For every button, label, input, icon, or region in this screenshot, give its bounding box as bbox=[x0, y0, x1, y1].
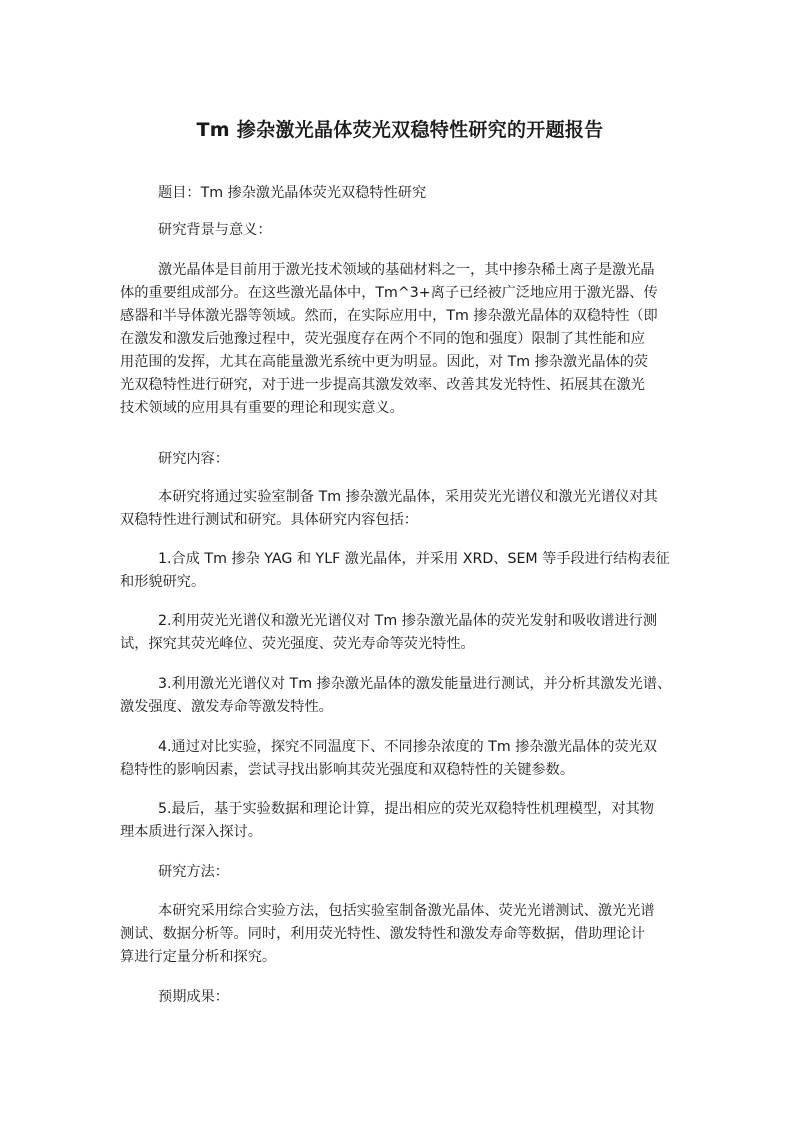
results-heading bbox=[120, 986, 690, 1009]
paragraph-line: 5.最后，基于实验数据和理论计算，提出相应的荧光双稳特性机理模型，对其物 bbox=[158, 801, 654, 817]
heading-text: 研究背景与意义： bbox=[158, 222, 272, 238]
document-title: Tm 掺杂激光晶体荧光双稳特性研究的开题报告 bbox=[196, 119, 604, 141]
paragraph-line: 光双稳特性进行研究，对于进一步提高其激发效率、改善其发光特性、拓展其在激光 bbox=[120, 377, 645, 393]
paragraph-line: 本研究采用综合实验方法，包括实验室制备激光晶体、荧光光谱测试、激光光谱 bbox=[158, 903, 655, 919]
paragraph-line: 稳特性的影响因素，尝试寻找出影响其荧光强度和双稳特性的关键参数。 bbox=[120, 762, 575, 778]
paragraph-line: 理本质进行深入探讨。 bbox=[120, 824, 262, 840]
content-item-3 bbox=[120, 673, 690, 719]
paragraph-line: 试，探究其荧光峰位、荧光强度、荧光寿命等荧光特性。 bbox=[120, 636, 475, 652]
background-paragraph bbox=[120, 259, 690, 420]
paragraph-line: 4.通过对比实验，探究不同温度下、不同掺杂浓度的 Tm 掺杂激光晶体的荧光双 bbox=[158, 739, 658, 755]
background-heading bbox=[120, 219, 690, 242]
paragraph-line: 3.利用激光光谱仪对 Tm 掺杂激光晶体的激发能量进行测试，并分析其激发光谱、 bbox=[158, 676, 672, 692]
content-item-5 bbox=[120, 798, 690, 844]
method-paragraph bbox=[120, 900, 690, 969]
heading-text: 预期成果： bbox=[158, 989, 229, 1005]
content-item-4 bbox=[120, 736, 690, 782]
paragraph-line: 1.合成 Tm 掺杂 YAG 和 YLF 激光晶体，并采用 XRD、SEM 等手段进行结构表征 bbox=[158, 551, 670, 567]
paragraph-line: 算进行定量分析和探究。 bbox=[120, 949, 277, 965]
paragraph-line: 双稳特性进行测试和研究。具体研究内容包括： bbox=[120, 512, 418, 528]
topic-paragraph bbox=[120, 182, 690, 205]
content-item-1 bbox=[120, 548, 690, 594]
content-intro-paragraph bbox=[120, 486, 690, 532]
paragraph-line: 感器和半导体激光器等领域。然而，在实际应用中，Tm 掺杂激光晶体的双稳特性（即 bbox=[120, 308, 658, 324]
paragraph-line: 测试、数据分析等。同时，利用荧光特性、激发特性和激发寿命等数据，借助理论计 bbox=[120, 926, 645, 942]
heading-text: 研究内容： bbox=[158, 451, 229, 467]
topic-line: 题目：Tm 掺杂激光晶体荧光双稳特性研究 bbox=[158, 185, 427, 201]
paragraph-line: 本研究将通过实验室制备 Tm 掺杂激光晶体，采用荧光光谱仪和激光光谱仪对其 bbox=[158, 489, 658, 505]
paragraph-line: 在激发和激发后弛豫过程中，荧光强度存在两个不同的饱和强度）限制了其性能和应 bbox=[120, 331, 645, 347]
paragraph-line: 激发强度、激发寿命等激发特性。 bbox=[120, 699, 333, 715]
paragraph-line: 2.利用荧光光谱仪和激光光谱仪对 Tm 掺杂激光晶体的荧光发射和吸收谱进行测 bbox=[158, 613, 658, 629]
paragraph-line: 体的重要组成部分。在这些激光晶体中，Tm^3+离子已经被广泛地应用于激光器、传 bbox=[120, 285, 658, 301]
content-item-2 bbox=[120, 610, 690, 656]
paragraph-line: 和形貌研究。 bbox=[120, 574, 206, 590]
paragraph-line: 激光晶体是目前用于激光技术领域的基础材料之一，其中掺杂稀土离子是激光晶 bbox=[158, 262, 655, 278]
method-heading bbox=[120, 861, 690, 884]
paragraph-line: 用范围的发挥，尤其在高能量激光系统中更为明显。因此，对 Tm 掺杂激光晶体的荧 bbox=[120, 354, 649, 370]
paragraph-line: 技术领域的应用具有重要的理论和现实意义。 bbox=[120, 400, 404, 416]
content-heading bbox=[120, 448, 690, 471]
heading-text: 研究方法： bbox=[158, 864, 229, 880]
